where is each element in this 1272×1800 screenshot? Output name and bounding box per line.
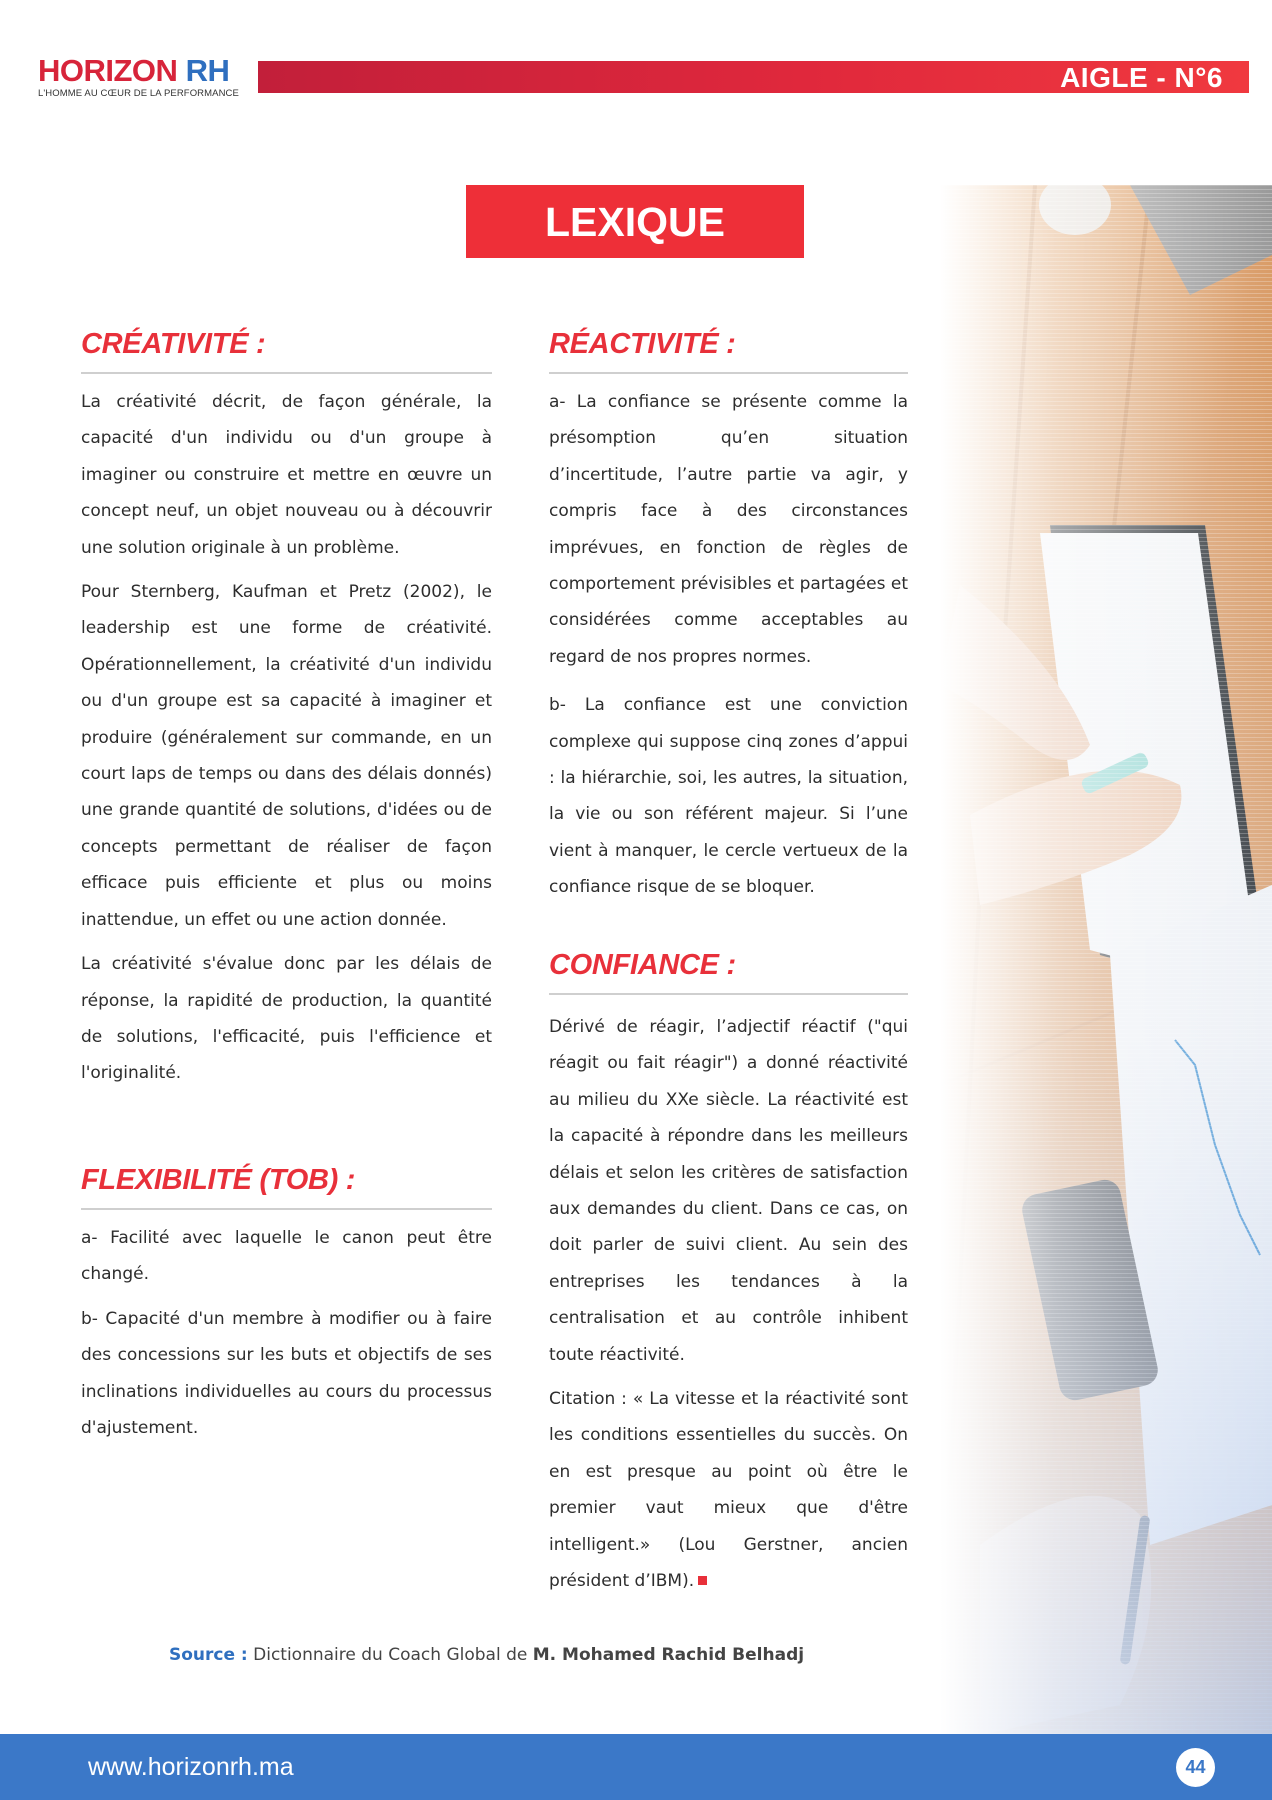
section-heading-reactivite: RÉACTIVITÉ : — [549, 328, 736, 360]
citation-text: Citation : « La vitesse et la réactivité sont les conditions essentielles du succès. On en est presque au point où être le premier vaut mieux que d'être intelligent.» (Lou Gerstner, ancien président d’IBM). — [549, 1389, 908, 1592]
section-divider — [549, 372, 908, 374]
paragraph: a- La confiance se présente comme la présomption qu’en situation d’incertitude, l’autre partie va agir, y compris face à des circonstances imprévues, en fonction de règles de comportement prévisibles et partagées et considérées comme acceptables au regard de nos propres normes. — [549, 392, 908, 667]
section-heading-creativite: CRÉATIVITÉ : — [81, 328, 266, 360]
paragraph: Dérivé de réagir, l’adjectif réactif ("qui réagit ou fait réagir") a donné réactivité au milieu du XXe siècle. La réactivité est la capacité à répondre dans les meilleurs délais et selon les critères de satisfaction aux demandes du client. Dans ce cas, on doit parler de suivi client. Au sein des entreprises les tendances à la centralisation et au contrôle inhibent toute réactivité. — [549, 1017, 908, 1365]
source-author: M. Mohamed Rachid Belhadj — [532, 1645, 805, 1665]
section-confiance — [549, 943, 908, 1600]
source-credit — [169, 1645, 804, 1665]
section-reactivite — [549, 322, 908, 906]
paragraph: b- Capacité d'un membre à modifier ou à faire des concessions sur les buts et objectifs de ses inclinations individuelles au cours du processus d'ajustement. — [81, 1308, 492, 1439]
logo-word-rh: RH — [185, 53, 230, 88]
paragraph: La créativité s'évalue donc par les délais de réponse, la rapidité de production, la quantité de solutions, l'efficacité, puis l'efficience et l'originalité. — [81, 954, 492, 1084]
paragraph: a- Facilité avec laquelle le canon peut être changé. — [81, 1228, 492, 1285]
section-heading-confiance: CONFIANCE : — [549, 949, 736, 981]
section-heading-flexibilite: FLEXIBILITÉ (TOB) : — [81, 1164, 356, 1196]
page-number: 44 — [1176, 1748, 1215, 1787]
section-divider — [81, 1208, 492, 1210]
footer-bar — [0, 1734, 1272, 1800]
paragraph — [549, 1381, 908, 1599]
section-divider — [81, 372, 492, 374]
issue-label: AIGLE - N°6 — [1060, 62, 1223, 93]
section-divider — [549, 993, 908, 995]
decorative-desk-photo — [940, 185, 1272, 1735]
logo-word-horizon: HORIZON — [38, 53, 178, 88]
brand-logo — [38, 53, 239, 99]
paragraph: La créativité décrit, de façon générale, la capacité d'un individu ou d'un groupe à imaginer ou construire et mettre en œuvre un concept neuf, un objet nouveau ou à découvrir une solution originale à un problème. — [81, 392, 492, 558]
end-of-article-mark — [698, 1576, 707, 1585]
logo-tagline: L'HOMME AU CŒUR DE LA PERFORMANCE — [38, 88, 239, 99]
header-banner — [258, 61, 1249, 93]
paragraph: Pour Sternberg, Kaufman et Pretz (2002), le leadership est une forme de créativité. Opérationnellement, la créativité d'un individu ou d'un groupe est sa capacité à imaginer et produire (généralement sur commande, en un court laps de temps ou dans des délais donnés) une grande quantité de solutions, d'idées ou de concepts permettant de réaliser de façon efficace puis efficiente et plus ou moins inattendue, un effet ou une action donnée. — [81, 582, 492, 930]
source-text: Dictionnaire du Coach Global de — [247, 1645, 533, 1665]
section-flexibilite — [81, 1158, 492, 1446]
logo-wordmark — [38, 53, 239, 88]
section-creativite — [81, 322, 492, 1092]
page-title: LEXIQUE — [466, 185, 804, 258]
source-label: Source : — [169, 1645, 248, 1665]
website-link[interactable]: www.horizonrh.ma — [88, 1753, 294, 1781]
paragraph: b- La confiance est une conviction complexe qui suppose cinq zones d’appui : la hiérarchie, soi, les autres, la situation, la vie ou son référent majeur. Si l’une vient à manquer, le cercle vertueux de la confiance risque de se bloquer. — [549, 695, 908, 898]
